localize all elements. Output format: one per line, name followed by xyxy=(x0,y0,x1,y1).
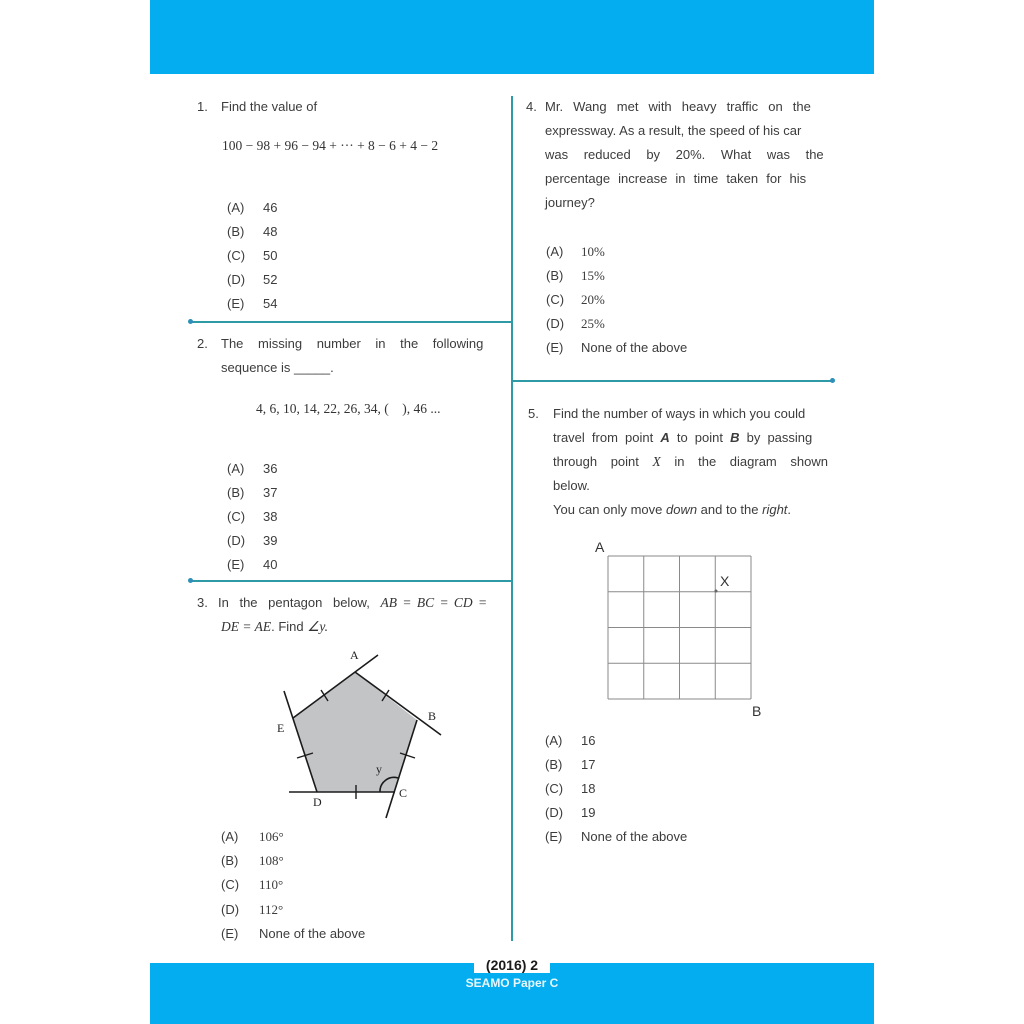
question-divider-4-5 xyxy=(512,380,833,382)
option-value: 52 xyxy=(263,272,278,287)
grid-label-b: B xyxy=(752,703,762,719)
option-value: 17 xyxy=(581,757,596,772)
vertex-label-a: A xyxy=(350,648,359,662)
question-number: 4. xyxy=(526,99,537,114)
option-value: 38 xyxy=(263,509,278,524)
vertex-label-c: C xyxy=(399,786,408,800)
option-label: (C) xyxy=(545,781,564,796)
math-sequence: 4, 6, 10, 14, 22, 26, 34, ( ), 46 ... xyxy=(256,401,441,416)
question-text-line: below. xyxy=(553,478,590,493)
question-text-line: Mr. Wang met with heavy traffic on the xyxy=(545,99,811,114)
column-divider xyxy=(511,96,513,941)
option-value: None of the above xyxy=(259,926,366,941)
option-value: 110° xyxy=(259,877,284,892)
option-label: (B) xyxy=(221,853,239,868)
vertex-label-d: D xyxy=(313,795,322,809)
option-value: 48 xyxy=(263,224,278,239)
option-label: (B) xyxy=(546,268,564,283)
option-label: (D) xyxy=(545,805,564,820)
option-label: (E) xyxy=(227,296,245,311)
option-label: (B) xyxy=(545,757,563,772)
grid-diagram xyxy=(590,535,775,720)
option-label: (D) xyxy=(227,533,246,548)
option-label: (C) xyxy=(221,877,240,892)
divider-dot xyxy=(188,319,193,324)
question-text-line: journey? xyxy=(545,195,595,210)
vertex-label-e: E xyxy=(277,721,285,735)
question-text-line: You can only move down and to the right. xyxy=(553,502,792,517)
option-value: 36 xyxy=(263,461,278,476)
question-text-line: DE = AE. Find ∠y. xyxy=(221,619,328,634)
page-number: (2016) 2 xyxy=(474,955,550,973)
option-label: (A) xyxy=(545,733,563,748)
option-value: 50 xyxy=(263,248,278,263)
question-number: 3. xyxy=(197,595,208,610)
question-number: 1. xyxy=(197,99,208,114)
option-value: None of the above xyxy=(581,340,688,355)
option-value: 40 xyxy=(263,557,278,572)
angle-label-y: y xyxy=(376,762,382,776)
grid-lines xyxy=(608,556,751,699)
question-text-line: was reduced by 20%. What was the xyxy=(545,147,824,162)
option-label: (C) xyxy=(227,509,246,524)
option-label: (A) xyxy=(221,829,239,844)
option-label: (E) xyxy=(221,926,239,941)
grid-label-x: X xyxy=(720,573,730,589)
option-label: (A) xyxy=(227,461,245,476)
header-band xyxy=(150,0,874,74)
question-text-line: through point X in the diagram shown xyxy=(553,454,828,469)
option-value: 10% xyxy=(581,244,605,259)
option-value: 39 xyxy=(263,533,278,548)
option-label: (C) xyxy=(227,248,246,263)
option-label: (B) xyxy=(227,485,245,500)
grid-label-a: A xyxy=(595,539,605,555)
question-number: 5. xyxy=(528,406,539,421)
question-text-line: Find the number of ways in which you could xyxy=(553,406,806,421)
option-label: (C) xyxy=(546,292,565,307)
option-value: 20% xyxy=(581,292,605,307)
option-value: 15% xyxy=(581,268,605,283)
option-value: 19 xyxy=(581,805,596,820)
option-value: 37 xyxy=(263,485,278,500)
option-value: 54 xyxy=(263,296,278,311)
paper-name: SEAMO Paper C xyxy=(465,976,559,990)
option-value: 106° xyxy=(259,829,284,844)
option-label: (D) xyxy=(221,902,240,917)
option-label: (E) xyxy=(546,340,564,355)
question-text-line: percentage increase in time taken for his xyxy=(545,171,807,186)
math-expression: 100 − 98 + 96 − 94 + ··· + 8 − 6 + 4 − 2 xyxy=(222,138,439,153)
question-text-line: sequence is _____. xyxy=(221,360,334,375)
question-text: Find the value of xyxy=(221,99,318,114)
option-label: (E) xyxy=(227,557,245,572)
option-label: (B) xyxy=(227,224,245,239)
option-value: 46 xyxy=(263,200,278,215)
divider-dot xyxy=(188,578,193,583)
option-value: 16 xyxy=(581,733,596,748)
option-label: (A) xyxy=(546,244,564,259)
point-x-marker xyxy=(715,590,718,593)
pentagon-diagram xyxy=(270,640,450,825)
vertex-label-b: B xyxy=(428,709,437,723)
option-label: (D) xyxy=(546,316,565,331)
option-value: 18 xyxy=(581,781,596,796)
question-text-line: travel from point A to point B by passing xyxy=(553,430,813,445)
option-label: (E) xyxy=(545,829,563,844)
option-value: 25% xyxy=(581,316,605,331)
option-label: (A) xyxy=(227,200,245,215)
option-label: (D) xyxy=(227,272,246,287)
question-text-line: expressway. As a result, the speed of his car xyxy=(545,123,802,138)
option-value: None of the above xyxy=(581,829,688,844)
divider-dot xyxy=(830,378,835,383)
question-divider-1-2 xyxy=(190,321,512,323)
question-text-line: The missing number in the following xyxy=(221,336,484,351)
question-divider-2-3 xyxy=(190,580,512,582)
question-number: 2. xyxy=(197,336,208,351)
option-value: 108° xyxy=(259,853,284,868)
question-text-line: In the pentagon below, AB = BC = CD = xyxy=(218,595,488,610)
option-value: 112° xyxy=(259,902,284,917)
